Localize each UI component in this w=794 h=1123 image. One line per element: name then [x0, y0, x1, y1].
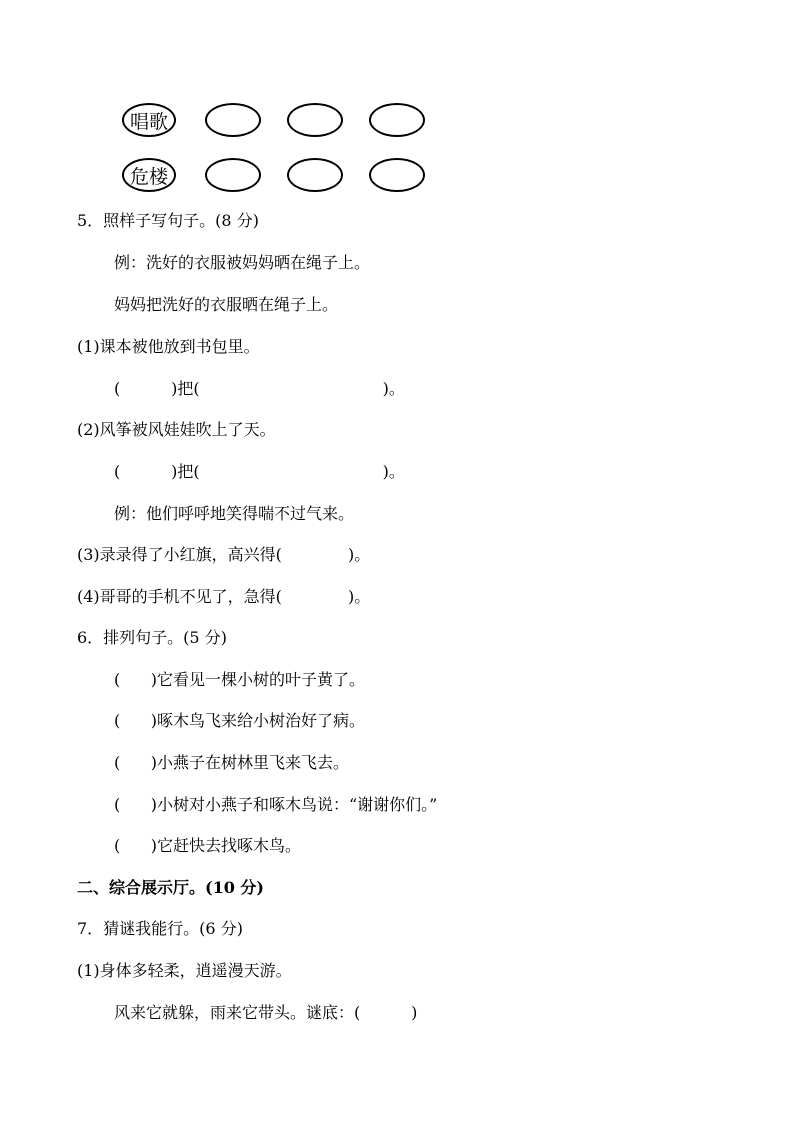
q6-sentence-c[interactable]: ( )小燕子在树林里飞来飞去。 — [114, 753, 350, 772]
word-oval-2-1: 危楼 — [122, 158, 176, 192]
q5-title: 5．照样子写句子。(8 分) — [77, 211, 259, 230]
q7-riddle-1a: (1)身体多轻柔，逍遥漫天游。 — [77, 961, 292, 980]
section-2-title: 二、综合展示厅。(10 分) — [77, 878, 264, 897]
q5-item-3[interactable]: (3)录录得了小红旗，高兴得( )。 — [77, 545, 371, 564]
word-oval-1-3[interactable] — [287, 103, 343, 137]
q5-item-2: (2)风筝被风娃娃吹上了天。 — [77, 420, 276, 439]
q6-title: 6．排列句子。(5 分) — [77, 628, 227, 647]
word-oval-1-1: 唱歌 — [122, 103, 176, 137]
q5-example-1b: 妈妈把洗好的衣服晒在绳子上。 — [114, 295, 339, 314]
word-oval-2-3[interactable] — [287, 158, 343, 192]
word-oval-2-2[interactable] — [205, 158, 261, 192]
q5-item-2-answer[interactable]: ( )把( )。 — [114, 462, 405, 481]
q5-item-4[interactable]: (4)哥哥的手机不见了，急得( )。 — [77, 587, 371, 606]
q5-example-2: 例：他们呼呼地笑得喘不过气来。 — [114, 504, 355, 523]
q6-sentence-a[interactable]: ( )它看见一棵小树的叶子黄了。 — [114, 670, 366, 689]
q6-sentence-d[interactable]: ( )小树对小燕子和啄木鸟说：“谢谢你们。” — [114, 795, 438, 814]
q6-sentence-b[interactable]: ( )啄木鸟飞来给小树治好了病。 — [114, 711, 366, 730]
word-oval-1-2[interactable] — [205, 103, 261, 137]
word-oval-1-4[interactable] — [369, 103, 425, 137]
q5-example-1a: 例：洗好的衣服被妈妈晒在绳子上。 — [114, 253, 371, 272]
q5-item-1-answer[interactable]: ( )把( )。 — [114, 379, 405, 398]
q7-title: 7．猜谜我能行。(6 分) — [77, 919, 243, 938]
q6-sentence-e[interactable]: ( )它赶快去找啄木鸟。 — [114, 836, 302, 855]
word-oval-2-4[interactable] — [369, 158, 425, 192]
q7-riddle-1b[interactable]: 风来它就躲，雨来它带头。谜底：( ) — [114, 1003, 418, 1022]
q5-item-1: (1)课本被他放到书包里。 — [77, 337, 260, 356]
